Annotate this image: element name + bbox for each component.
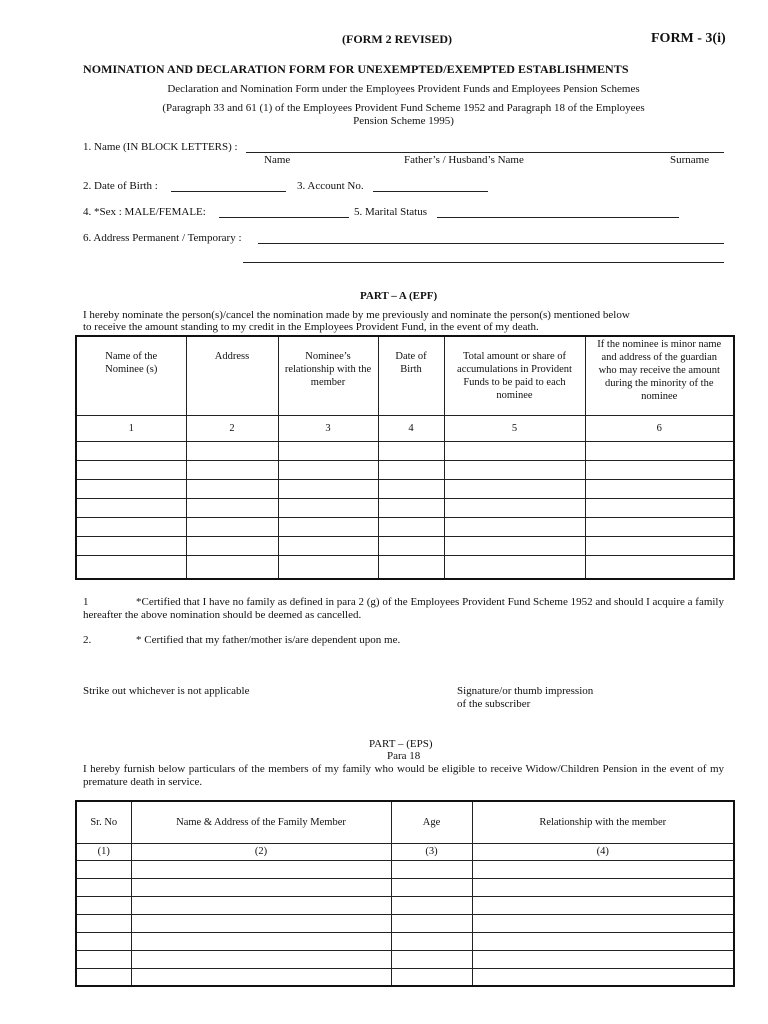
table-row	[76, 950, 734, 968]
table-cell[interactable]	[391, 878, 472, 896]
table-row	[76, 517, 734, 536]
certification-1-text-body: *Certified that I have no family as defined in para 2 (g) of the Employees Provident Fund Scheme 1952 and should I acquire a family hereafter the above nomination should be deemed as cancelled.	[83, 596, 724, 621]
column-number: 2	[186, 415, 278, 441]
father-husband-name-sublabel: Father’s / Husband’s Name	[404, 154, 524, 166]
column-header-sr-no: Sr. No	[76, 801, 131, 843]
main-title: NOMINATION AND DECLARATION FORM FOR UNEXEMPTED/EXEMPTED ESTABLISHMENTS	[83, 62, 629, 76]
address-field-line-2[interactable]	[243, 262, 724, 263]
table-cell[interactable]	[131, 860, 391, 878]
table-cell[interactable]	[76, 950, 131, 968]
table-cell[interactable]	[585, 517, 734, 536]
table-cell[interactable]	[76, 479, 186, 498]
table-cell[interactable]	[444, 460, 585, 479]
table-cell[interactable]	[186, 555, 278, 579]
part-a-intro-line-2: to receive the amount standing to my credit in the Employees Provident Fund, in the event of my death.	[83, 321, 539, 333]
table-cell[interactable]	[186, 460, 278, 479]
column-header-share-amount	[444, 336, 585, 415]
column-header-text: If the nominee is minor name and address of the guardian who may receive the amount during the minority of the nominee	[597, 339, 722, 402]
table-cell[interactable]	[378, 555, 444, 579]
table-cell[interactable]	[278, 441, 378, 460]
table-cell[interactable]	[76, 460, 186, 479]
table-cell[interactable]	[391, 950, 472, 968]
column-header-text: Address	[214, 351, 250, 362]
date-of-birth-label: 2. Date of Birth :	[83, 180, 158, 192]
table-cell[interactable]	[444, 517, 585, 536]
table-cell[interactable]	[472, 878, 734, 896]
table-row	[76, 896, 734, 914]
table-cell[interactable]	[278, 517, 378, 536]
table-cell[interactable]	[186, 441, 278, 460]
strike-out-note: Strike out whichever is not applicable	[83, 685, 250, 697]
table-cell[interactable]	[378, 517, 444, 536]
table-cell[interactable]	[278, 460, 378, 479]
column-header-guardian	[585, 336, 734, 415]
table-cell[interactable]	[131, 950, 391, 968]
table-cell[interactable]	[76, 517, 186, 536]
table-row	[76, 860, 734, 878]
table-cell[interactable]	[391, 968, 472, 986]
column-number: (1)	[76, 843, 131, 860]
surname-sublabel: Surname	[670, 154, 710, 166]
table-cell[interactable]	[76, 914, 131, 932]
table-cell[interactable]	[378, 441, 444, 460]
column-header-text: Total amount or share of accumulations in Provident Funds to be paid to each nominee	[457, 351, 572, 401]
marital-status-label: 5. Marital Status	[354, 206, 428, 218]
column-number: (2)	[131, 843, 391, 860]
table-row	[76, 878, 734, 896]
table-row	[76, 479, 734, 498]
table-cell[interactable]	[76, 441, 186, 460]
signature-label-line-2: of the subscriber	[457, 698, 531, 710]
table-cell[interactable]	[585, 498, 734, 517]
table-cell[interactable]	[472, 914, 734, 932]
table-row	[76, 555, 734, 579]
table-cell[interactable]	[186, 536, 278, 555]
table-cell[interactable]	[585, 479, 734, 498]
table-cell[interactable]	[472, 932, 734, 950]
account-number-field[interactable]	[373, 191, 488, 192]
certification-1-number: 1	[83, 596, 89, 608]
date-of-birth-field[interactable]	[171, 191, 286, 192]
table-cell[interactable]	[186, 498, 278, 517]
table-row	[76, 460, 734, 479]
part-a-heading: PART – A (EPF)	[360, 290, 438, 302]
table-cell[interactable]	[391, 932, 472, 950]
table-row	[76, 932, 734, 950]
column-header-relationship	[278, 336, 378, 415]
table-cell[interactable]	[76, 968, 131, 986]
table-cell[interactable]	[76, 860, 131, 878]
table-cell[interactable]	[76, 498, 186, 517]
table-cell[interactable]	[186, 479, 278, 498]
table-cell[interactable]	[131, 896, 391, 914]
table-cell[interactable]	[472, 950, 734, 968]
column-header-text: Name of the Nominee (s)	[105, 351, 158, 375]
table-row	[76, 914, 734, 932]
column-number: 4	[378, 415, 444, 441]
signature-label-line-1: Signature/or thumb impression	[457, 685, 594, 697]
table-cell[interactable]	[378, 479, 444, 498]
table-cell[interactable]	[444, 498, 585, 517]
table-cell[interactable]	[378, 536, 444, 555]
table-row	[76, 968, 734, 986]
column-header-family-member: Name & Address of the Family Member	[131, 801, 391, 843]
name-field[interactable]	[246, 152, 724, 153]
certification-1-text	[83, 596, 724, 622]
marital-status-field[interactable]	[437, 217, 679, 218]
table-cell[interactable]	[131, 968, 391, 986]
table-cell[interactable]	[378, 498, 444, 517]
eps-family-table	[75, 800, 735, 987]
column-number: (4)	[472, 843, 734, 860]
table-cell[interactable]	[444, 441, 585, 460]
column-number: (3)	[391, 843, 472, 860]
address-label: 6. Address Permanent / Temporary :	[83, 232, 242, 244]
part-a-intro-line-1: I hereby nominate the person(s)/cancel the nomination made by me previously and nominate the person(s) mentioned below	[83, 309, 630, 321]
column-number: 3	[278, 415, 378, 441]
certification-2-number: 2.	[83, 634, 92, 646]
table-cell[interactable]	[585, 555, 734, 579]
part-eps-heading: PART – (EPS)	[369, 738, 433, 750]
table-cell[interactable]	[472, 860, 734, 878]
table-cell[interactable]	[585, 441, 734, 460]
account-number-label: 3. Account No.	[297, 180, 364, 192]
column-number: 5	[444, 415, 585, 441]
table-cell[interactable]	[278, 555, 378, 579]
paragraph-reference-line-1: (Paragraph 33 and 61 (1) of the Employees Provident Fund Scheme 1952 and Paragraph 18 of the Employees	[162, 102, 645, 114]
column-header-text: Nominee’s relationship with the member	[284, 351, 372, 388]
table-cell[interactable]	[585, 460, 734, 479]
table-cell[interactable]	[391, 860, 472, 878]
table-cell[interactable]	[131, 878, 391, 896]
table-cell[interactable]	[391, 914, 472, 932]
table-cell[interactable]	[472, 968, 734, 986]
subtitle: Declaration and Nomination Form under the Employees Provident Funds and Employees Pension Schemes	[167, 83, 640, 95]
name-sublabel: Name	[264, 154, 291, 166]
table-cell[interactable]	[278, 479, 378, 498]
table-cell[interactable]	[444, 555, 585, 579]
table-cell[interactable]	[444, 536, 585, 555]
column-number: 1	[76, 415, 186, 441]
address-field-line-1[interactable]	[258, 243, 724, 244]
table-cell[interactable]	[76, 896, 131, 914]
table-cell[interactable]	[472, 896, 734, 914]
table-row	[76, 498, 734, 517]
table-row	[76, 536, 734, 555]
table-cell[interactable]	[76, 555, 186, 579]
table-row	[76, 441, 734, 460]
column-header-relationship: Relationship with the member	[472, 801, 734, 843]
column-header-age: Age	[391, 801, 472, 843]
sex-label: 4. *Sex : MALE/FEMALE:	[83, 206, 206, 218]
column-header-text: Date of Birth	[395, 351, 427, 375]
column-header-address	[186, 336, 278, 415]
table-cell[interactable]	[131, 932, 391, 950]
table-cell[interactable]	[278, 536, 378, 555]
epf-nominee-table	[75, 335, 735, 580]
column-number: 6	[585, 415, 734, 441]
certification-2-text: * Certified that my father/mother is/are dependent upon me.	[136, 634, 401, 646]
table-cell[interactable]	[378, 460, 444, 479]
table-cell[interactable]	[444, 479, 585, 498]
table-cell[interactable]	[76, 932, 131, 950]
form-revised-label: (FORM 2 REVISED)	[342, 32, 452, 46]
table-cell[interactable]	[186, 517, 278, 536]
table-cell[interactable]	[391, 896, 472, 914]
paragraph-reference-line-2: Pension Scheme 1995)	[353, 115, 454, 127]
part-eps-para: Para 18	[387, 750, 421, 762]
sex-field[interactable]	[219, 217, 349, 218]
name-label: 1. Name (IN BLOCK LETTERS) :	[83, 141, 238, 153]
table-cell[interactable]	[585, 536, 734, 555]
part-eps-intro: I hereby furnish below particulars of the members of my family who would be eligible to receive Widow/Children Pension in the event of my premature death in service.	[83, 763, 724, 788]
form-number: FORM - 3(i)	[651, 31, 726, 46]
column-header-date-of-birth	[378, 336, 444, 415]
table-cell[interactable]	[131, 914, 391, 932]
table-cell[interactable]	[76, 878, 131, 896]
column-header-nominee-name	[76, 336, 186, 415]
table-cell[interactable]	[76, 536, 186, 555]
table-cell[interactable]	[278, 498, 378, 517]
